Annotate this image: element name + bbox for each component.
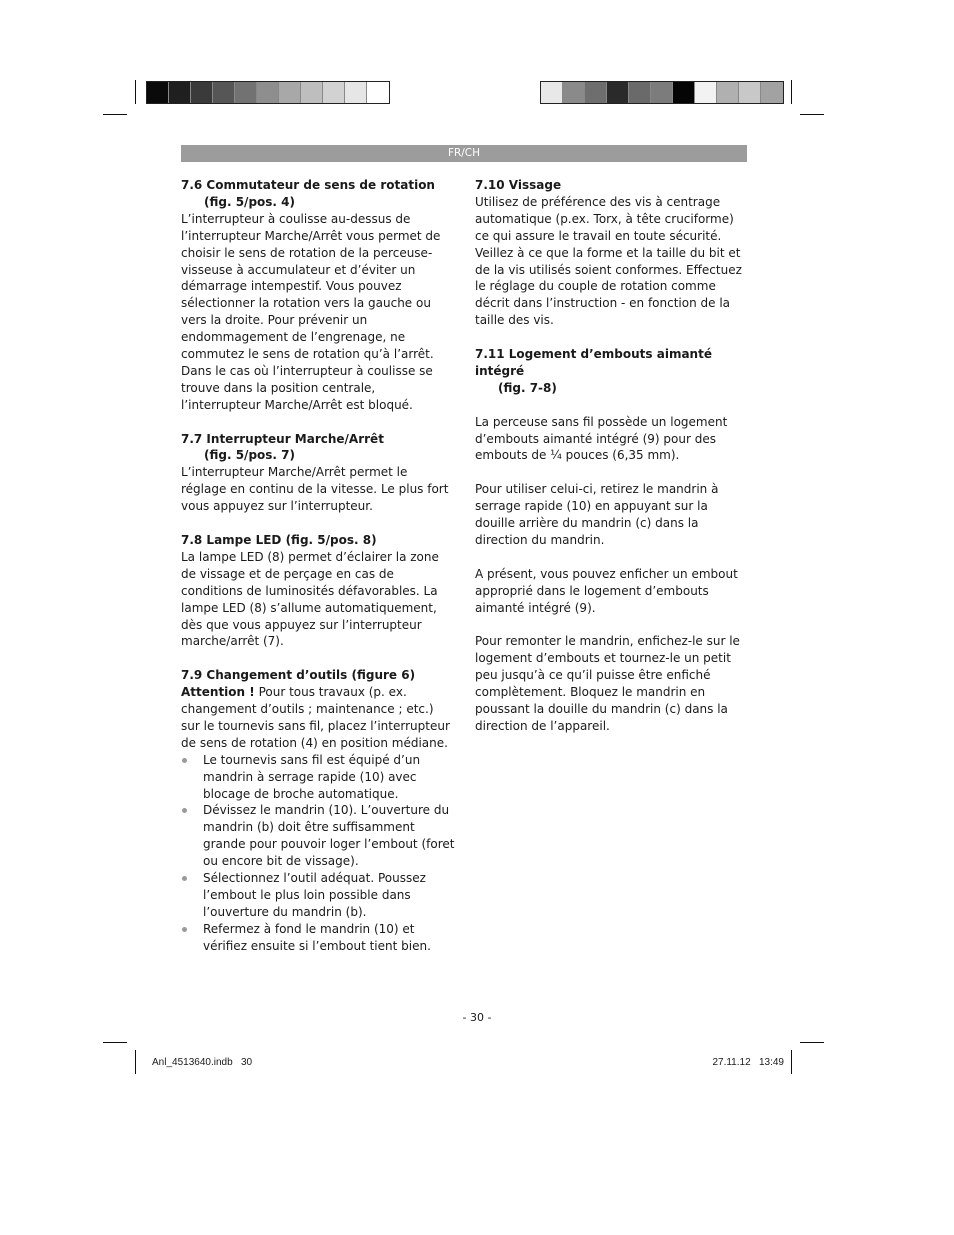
section-body: L’interrupteur Marche/Arrêt permet le réglage en continu de la vitesse. Le plus fort vous appuyez sur l’interrupteur.: [181, 465, 449, 514]
section-7-6: [181, 177, 455, 414]
section-body: L’interrupteur à coulisse au-dessus de l’interrupteur Marche/Arrêt vous permet de choisir le sens de rotation de la perceuse-visseuse à accumulateur et d’éviter un démarrage intempestif. Vous pouvez sélectionner la rotation vers la gauche ou vers la droite. Pour prévenir un endommagement de l’engrenage, ne commutez le sens de rotation qu’à l’arrêt. Dans le cas où l’interrupteur à coulisse se trouve dans la position centrale, l’interrupteur Marche/Arrêt est bloqué.: [181, 211, 441, 412]
section-7-11: [475, 346, 749, 735]
color-swatch: [651, 82, 673, 103]
section-paragraph: Pour remonter le mandrin, enfichez-le sur le logement d’embouts et tournez-le un petit peu jusqu’à ce qu’il puisse être enfiché complètement. Bloquez le mandrin en poussant la douille du mandrin (c) dans la direction de l’appareil.: [475, 634, 740, 733]
crop-mark: [791, 80, 792, 104]
list-item: [181, 752, 455, 803]
section-title: 7.8 Lampe LED (fig. 5/pos. 8): [181, 533, 377, 547]
bullet-icon: [182, 808, 187, 813]
section-body: [181, 684, 455, 752]
crop-mark: [135, 80, 136, 104]
bullet-icon: [182, 758, 187, 763]
language-label: FR/CH: [447, 147, 481, 159]
language-header-band: [181, 145, 747, 162]
attention-label: Attention !: [181, 685, 255, 700]
section-7-8: [181, 532, 455, 650]
footer-datetime: 27.11.12 13:49: [712, 1057, 784, 1068]
section-7-9: [181, 667, 455, 954]
color-swatch: [169, 82, 191, 103]
section-7-7: [181, 431, 455, 516]
crop-mark: [800, 114, 824, 115]
color-swatch: [717, 82, 739, 103]
color-swatch: [301, 82, 323, 103]
section-title: 7.11 Logement d’embouts aimanté intégré: [475, 347, 712, 378]
color-swatch: [739, 82, 761, 103]
color-swatch: [629, 82, 651, 103]
list-item: [181, 921, 455, 955]
crop-mark: [103, 114, 127, 115]
section-figure-ref: (fig. 5/pos. 4): [204, 194, 295, 209]
color-swatch: [213, 82, 235, 103]
section-title: 7.7 Interrupteur Marche/Arrêt: [181, 431, 384, 446]
color-swatch: [673, 82, 695, 103]
list-item: [181, 802, 455, 870]
color-swatch: [279, 82, 301, 103]
color-swatch: [585, 82, 607, 103]
section-paragraph: La perceuse sans fil possède un logement d’embouts aimanté intégré (9) pour des embouts de ¼ pouces (6,35 mm).: [475, 414, 728, 463]
crop-mark: [135, 1050, 136, 1074]
color-calibration-bar-left: [146, 81, 390, 104]
color-swatch: [147, 82, 169, 103]
section-title: 7.9 Changement d’outils (figure 6): [181, 668, 416, 683]
color-calibration-bar-right: [540, 81, 784, 104]
bullet-icon: [182, 927, 187, 932]
footer-file-name: Anl_4513640.indb 30: [152, 1057, 253, 1068]
color-swatch: [235, 82, 257, 103]
section-figure-ref: (fig. 5/pos. 7): [204, 448, 295, 463]
section-paragraph: A présent, vous pouvez enficher un embout approprié dans le logement d’embouts aimanté intégré (9).: [475, 566, 738, 615]
section-title: 7.10 Vissage: [475, 178, 562, 192]
section-heading: [181, 431, 455, 465]
color-swatch: [323, 82, 345, 103]
color-swatch: [607, 82, 629, 103]
list-item: [181, 870, 455, 921]
attention-text: Pour tous travaux (p. ex. changement d’outils ; maintenance ; etc.) sur le tournevis sans fil, placez l’interrupteur de sens de rotation (4) en position médiane.: [181, 685, 450, 750]
crop-mark: [791, 1050, 792, 1074]
list-item-text: Dévissez le mandrin (10). L’ouverture du mandrin (b) doit être suffisamment grande pour pouvoir loger l’embout (foret ou encore bit de vissage).: [203, 803, 455, 869]
color-swatch: [695, 82, 717, 103]
page-number: - 30 -: [462, 1011, 492, 1024]
right-column: [475, 177, 749, 752]
crop-mark: [103, 1042, 127, 1043]
bullet-list: [181, 752, 455, 955]
left-column: [181, 177, 455, 972]
section-title: 7.6 Commutateur de sens de rotation: [181, 178, 435, 192]
crop-mark: [800, 1042, 824, 1043]
color-swatch: [563, 82, 585, 103]
section-heading: [181, 177, 455, 211]
list-item-text: Sélectionnez l’outil adéquat. Poussez l’embout le plus loin possible dans l’ouverture du mandrin (b).: [203, 871, 426, 919]
list-item-text: Le tournevis sans fil est équipé d’un mandrin à serrage rapide (10) avec blocage de broche automatique.: [203, 752, 421, 801]
color-swatch: [191, 82, 213, 103]
color-swatch: [367, 82, 389, 103]
bullet-icon: [182, 876, 187, 881]
section-body: Utilisez de préférence des vis à centrage automatique (p.ex. Torx, à tête cruciforme) ce qui assure le travail en toute sécurité. Veillez à ce que la forme et la taille du bit et de la vis utilisés soient conformes. Effectuez le réglage du couple de rotation comme décrit dans l’instruction - en fonction de la taille des vis.: [475, 194, 742, 328]
section-body: La lampe LED (8) permet d’éclairer la zone de vissage et de perçage en cas de conditions de luminosités défavorables. La lampe LED (8) s’allume automatiquement, dès que vous appuyez sur l’interrupteur marche/arrêt (7).: [181, 549, 439, 649]
section-heading: [475, 346, 749, 397]
color-swatch: [761, 82, 783, 103]
color-swatch: [345, 82, 367, 103]
section-figure-ref: (fig. 7-8): [498, 380, 557, 395]
section-7-10: [475, 177, 749, 329]
color-swatch: [257, 82, 279, 103]
section-paragraph: Pour utiliser celui-ci, retirez le mandrin à serrage rapide (10) en appuyant sur la douille arrière du mandrin (c) dans la direction du mandrin.: [475, 482, 719, 547]
list-item-text: Refermez à fond le mandrin (10) et vérifiez ensuite si l’embout tient bien.: [203, 921, 431, 953]
color-swatch: [541, 82, 563, 103]
